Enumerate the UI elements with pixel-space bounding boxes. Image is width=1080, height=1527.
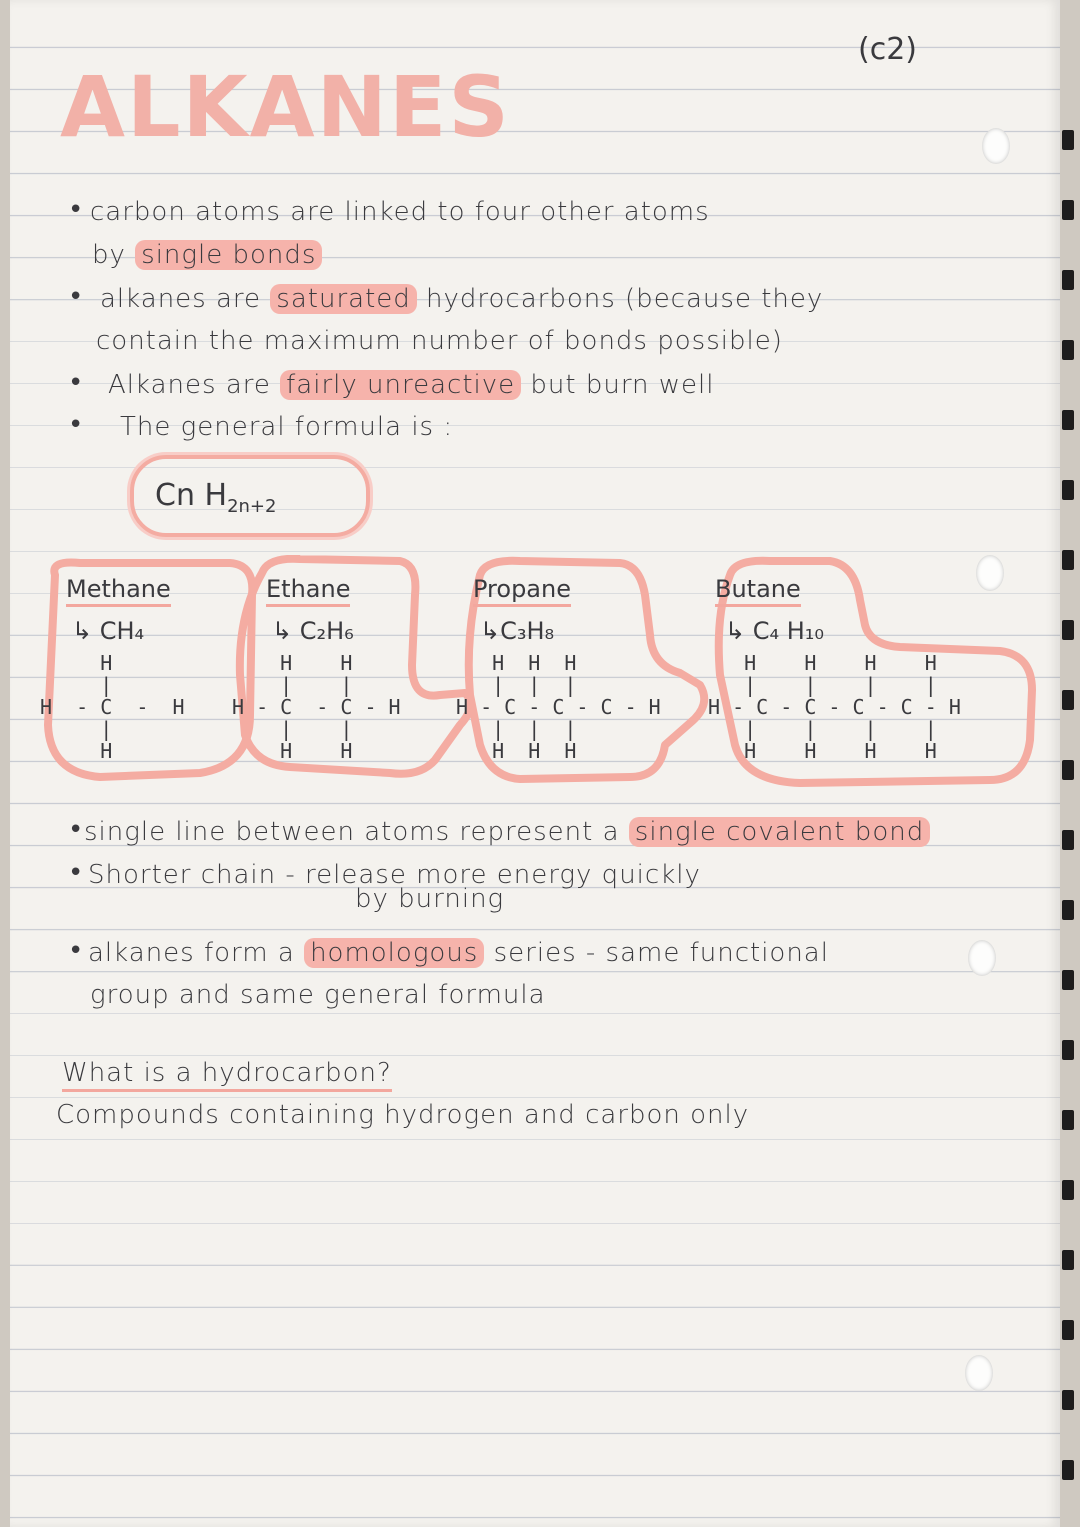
bullet-dot: • <box>68 815 84 845</box>
binding-loop <box>1062 480 1074 500</box>
highlight-saturated: saturated <box>270 284 416 314</box>
answer-text: Compounds containing hydrogen and carbon only <box>56 1100 750 1130</box>
highlight-single-covalent-bond: single covalent bond <box>629 817 930 847</box>
page-title: ALKANES <box>60 58 511 156</box>
highlight-homologous: homologous <box>304 938 484 968</box>
molecule-name-ethane: Ethane <box>266 575 350 607</box>
note-2-text: Shorter chain - release more energy quickly <box>88 860 701 890</box>
binding-loop <box>1062 900 1074 920</box>
binding-loop <box>1062 130 1074 150</box>
bullet-dot: • <box>68 410 84 440</box>
binding-loop <box>1062 1110 1074 1130</box>
note-2-line2: by burning <box>355 884 505 914</box>
binding-loop <box>1062 690 1074 710</box>
bullet-2-pre: alkanes are <box>100 284 271 314</box>
note-3-line2: group and same general formula <box>90 980 546 1010</box>
bullet-3-post: but burn well <box>521 370 715 400</box>
binding-loop <box>1062 200 1074 220</box>
notebook-page <box>10 0 1060 1527</box>
bullet-1-line2 <box>92 240 322 270</box>
note-3-pre: alkanes form a <box>88 938 305 968</box>
molecule-name-butane: Butane <box>715 575 801 607</box>
note-1-pre: single line between atoms represent a <box>84 817 629 847</box>
page-code: (c2) <box>858 32 917 67</box>
bullet-dot: • <box>68 858 84 888</box>
binding-loop <box>1062 270 1074 290</box>
bullet-dot: • <box>68 936 84 966</box>
punch-hole <box>968 940 996 976</box>
binding-loop <box>1062 830 1074 850</box>
bullet-dot: • <box>68 195 84 225</box>
binding-loop <box>1062 550 1074 570</box>
punch-hole <box>982 128 1010 164</box>
general-formula <box>155 478 276 517</box>
molecule-formula-ethane: ↳ C₂H₆ <box>272 617 354 645</box>
binding-loop <box>1062 410 1074 430</box>
molecule-name-propane: Propane <box>473 575 571 607</box>
binding-loop <box>1062 1320 1074 1340</box>
bullet-3-pre: Alkanes are <box>108 370 281 400</box>
molecule-formula-methane: ↳ CH₄ <box>72 617 145 645</box>
binding-loop <box>1062 760 1074 780</box>
binding-loop <box>1062 1180 1074 1200</box>
bullet-2-text <box>100 284 823 314</box>
molecule-formula-butane: ↳ C₄ H₁₀ <box>725 617 825 645</box>
highlight-fairly-unreactive: fairly unreactive <box>280 370 521 400</box>
binding-loop <box>1062 620 1074 640</box>
note-3-text <box>88 938 829 968</box>
formula-main: Cn H <box>155 478 228 513</box>
bullet-1-line2-prefix: by <box>92 240 136 270</box>
note-3-post: series - same functional <box>484 938 829 968</box>
note-1-text <box>84 817 930 847</box>
binding-loop <box>1062 1460 1074 1480</box>
structure-methane: H | H - C - H | H <box>40 651 185 763</box>
bullet-2-post: hydrocarbons (because they <box>416 284 824 314</box>
binding-loop <box>1062 1250 1074 1270</box>
structure-butane: H H H H | | | | H - C - C - C - C - H | | | | H H H H <box>708 651 961 763</box>
bullet-1-text: carbon atoms are linked to four other atoms <box>90 197 710 227</box>
binding-loop <box>1062 1040 1074 1060</box>
bullet-4-text: The general formula is : <box>120 412 454 442</box>
molecule-name-methane: Methane <box>66 575 171 607</box>
molecule-formula-propane: ↳C₃H₈ <box>480 617 555 645</box>
structure-propane: H H H | | | H - C - C - C - H | | | H H H <box>456 651 661 763</box>
bullet-3-text <box>108 370 715 400</box>
binding-loop <box>1062 1390 1074 1410</box>
highlight-single-bonds: single bonds <box>135 240 322 270</box>
punch-hole <box>965 1355 993 1391</box>
bullet-dot: • <box>68 368 84 398</box>
question-text: What is a hydrocarbon? <box>62 1058 392 1092</box>
formula-subscript: 2n+2 <box>227 496 277 517</box>
binding-loop <box>1062 970 1074 990</box>
bullet-dot: • <box>68 282 84 312</box>
punch-hole <box>976 555 1004 591</box>
binding-loop <box>1062 340 1074 360</box>
bullet-2-line2: contain the maximum number of bonds possible) <box>96 326 783 356</box>
structure-ethane: H H | | H - C - C - H | | H H <box>232 651 401 763</box>
